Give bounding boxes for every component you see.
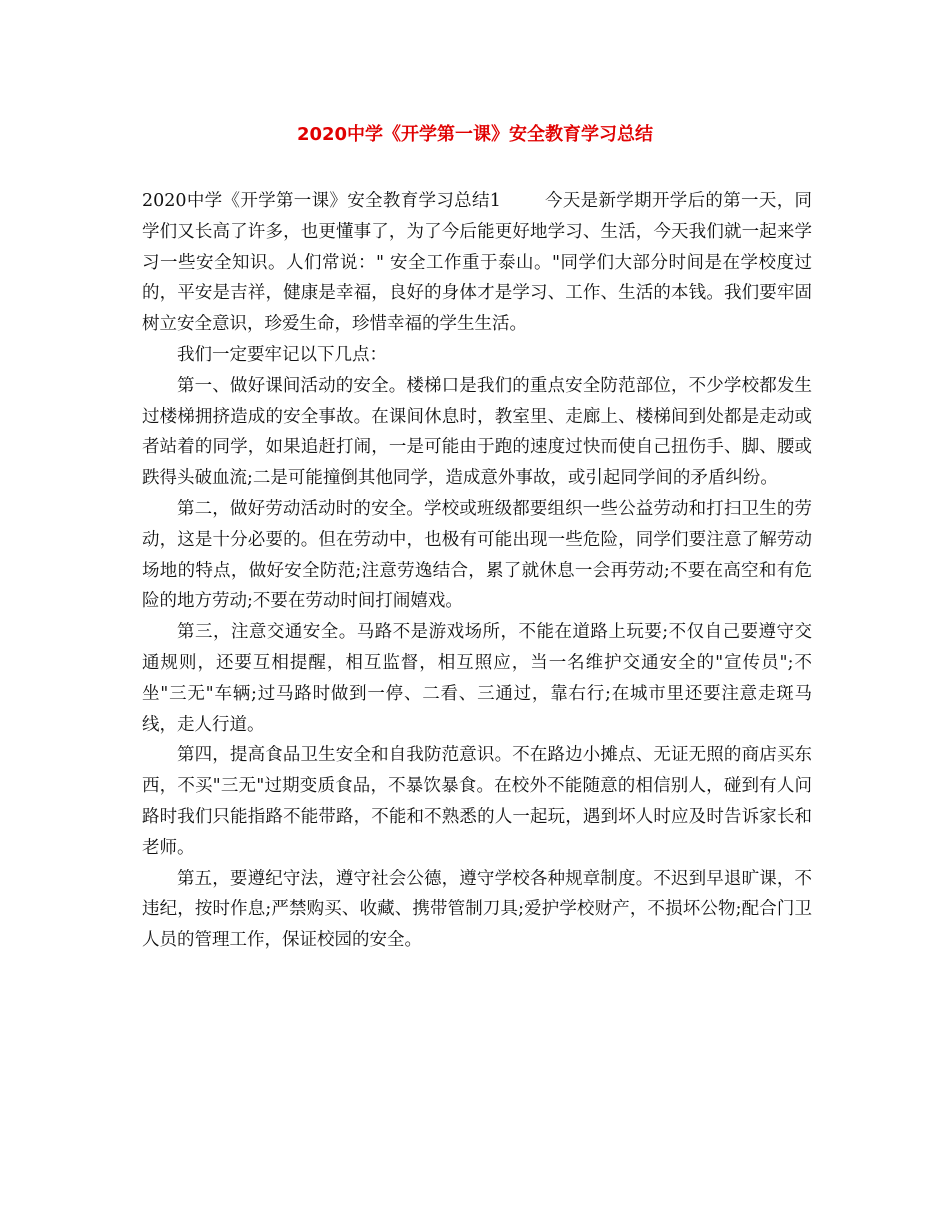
paragraph-point-5: 第五，要遵纪守法，遵守社会公德，遵守学校各种规章制度。不迟到早退旷课，不违纪，按时作息;严禁购买、收藏、携带管制刀具;爱护学校财产，不损坏公物;配合门卫人员的管理工作，保证校园的安全。 xyxy=(142,868,812,951)
paragraph-points-intro: 我们一定要牢记以下几点： xyxy=(177,344,387,365)
document-title: 2020中学《开学第一课》安全教育学习总结 xyxy=(296,124,654,145)
paragraph-point-4: 第四，提高食品卫生安全和自我防范意识。不在路边小摊点、无证无照的商店买东西，不买"三无"过期变质食品，不暴饮暴食。在校外不能随意的相信别人，碰到有人问路时我们只能指路不能带路，不能和不熟悉的人一起玩，遇到坏人时应及时告诉家长和老师。 xyxy=(142,745,812,858)
paragraph-point-2: 第二，做好劳动活动时的安全。学校或班级都要组织一些公益劳动和打扫卫生的劳动，这是十分必要的。但在劳动中，也极有可能出现一些危险，同学们要注意了解劳动场地的特点，做好安全防范;注意劳逸结合，累了就休息一会再劳动;不要在高空和有危险的地方劳动;不要在劳动时间打闹嬉戏。 xyxy=(142,498,812,612)
document-body xyxy=(142,186,812,956)
paragraph-point-3: 第三，注意交通安全。马路不是游戏场所，不能在道路上玩要;不仅自己要遵守交通规则，还要互相提醒，相互监督，相互照应，当一名维护交通安全的"宣传员";不坐"三无"车辆;过马路时做到一停、二看、三通过，靠右行;在城市里还要注意走斑马线，走人行道。 xyxy=(142,622,812,735)
intro-paragraph xyxy=(142,186,812,340)
paragraph-point-1: 第一、做好课间活动的安全。楼梯口是我们的重点安全防范部位，不少学校都发生过楼梯拥挤造成的安全事故。在课间休息时，教室里、走廊上、楼梯间到处都是走动或者站着的同学，如果追赶打闹，一是可能由于跑的速度过快而使自己扭伤手、脚、腰或跌得头破血流;二是可能撞倒其他同学，造成意外事故，或引起同学间的矛盾纠纷。 xyxy=(142,375,812,489)
intro-text: 今天是新学期开学后的第一天，同学们又长高了许多，也更懂事了，为了今后能更好地学习、生活，今天我们就一起来学习一些安全知识。人们常说：" 安全工作重于泰山。"同学们大部分时间是在学校度过的，平安是吉祥，健康是幸福，良好的身体才是学习、工作、生活的本钱。我们要牢固树立安全意识，珍爱生命，珍惜幸福的学生生活。 xyxy=(142,191,813,335)
intro-label: 2020中学《开学第一课》安全教育学习总结1 xyxy=(142,191,501,211)
